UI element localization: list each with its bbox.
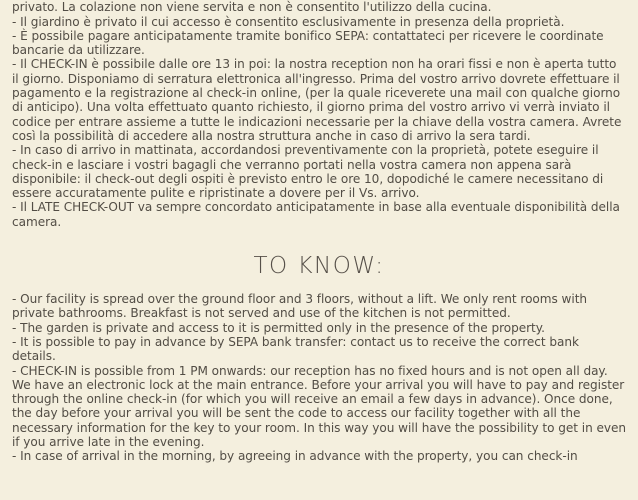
italian-note: - Il CHECK-IN è possibile dalle ore 13 in poi: la nostra reception non ha orari fissi e non è aperta tutto il giorno. Disponiamo di serratura elettronica all'ingresso. Prima del vostro arrivo dovrete effettuare il pagamento e la registrazione al check-in online, (per la quale riceverete una mail con qualche giorno di anticipo). Una volta effettuato quanto richiesto, il giorno prima del vostro arrivo vi verrà inviato il codice per entrare assieme a tutte le indicazioni necessarie per la chiave della vostra camera. Avrete così la possibilità di accedere alla nostra struttura anche in caso di arrivo la sera tardi. [12, 57, 622, 143]
english-section [0, 292, 638, 464]
italian-note: - In caso di arrivo in mattinata, accordandosi preventivamente con la proprietà, potete eseguire il check-in e lasciare i vostri bagagli che verranno portati nella vostra camera non appena sarà disponibile: il check-out degli ospiti è previsto entro le ore 10, dopodiché le camere necessitano di essere accuratamente pulite e ripristinate a dovere per il Vs. arrivo. [12, 143, 604, 201]
english-note: - The garden is private and access to it is permitted only in the presence of the property. [12, 320, 545, 335]
english-note: - CHECK-IN is possible from 1 PM onwards: our reception has no fixed hours and is not open all day. We have an electronic lock at the main entrance. Before your arrival you will have to pay and register through the online check-in (for which you will receive an email a few days in advance). Once done, the day before your arrival you will be sent the code to access our facility together with all the necessary information for the key to your room. In this way you will have the possibility to get in even if you arrive late in the evening. [12, 363, 626, 450]
italian-section [0, 0, 638, 229]
english-note: - In case of arrival in the morning, by agreeing in advance with the property, you can check-in [12, 449, 578, 464]
italian-note: privato. La colazione non viene servita e non è consentito l'utilizzo della cucina. [12, 0, 492, 15]
section-heading: TO KNOW: [253, 253, 385, 280]
italian-note: - Il LATE CHECK-OUT va sempre concordato anticipatamente in base alla eventuale disponibilità della camera. [12, 200, 620, 229]
english-note: - Our facility is spread over the ground floor and 3 floors, without a lift. We only rent rooms with private bathrooms. Breakfast is not served and use of the kitchen is not permitted. [12, 292, 587, 321]
italian-note: - Il giardino è privato il cui accesso è consentito esclusivamente in presenza della proprietà. [12, 14, 565, 29]
italian-note: - È possibile pagare anticipatamente tramite bonifico SEPA: contattateci per ricevere le coordinate bancarie da utilizzare. [12, 28, 604, 58]
english-note: - It is possible to pay in advance by SEPA bank transfer: contact us to receive the correct bank details. [12, 334, 579, 364]
